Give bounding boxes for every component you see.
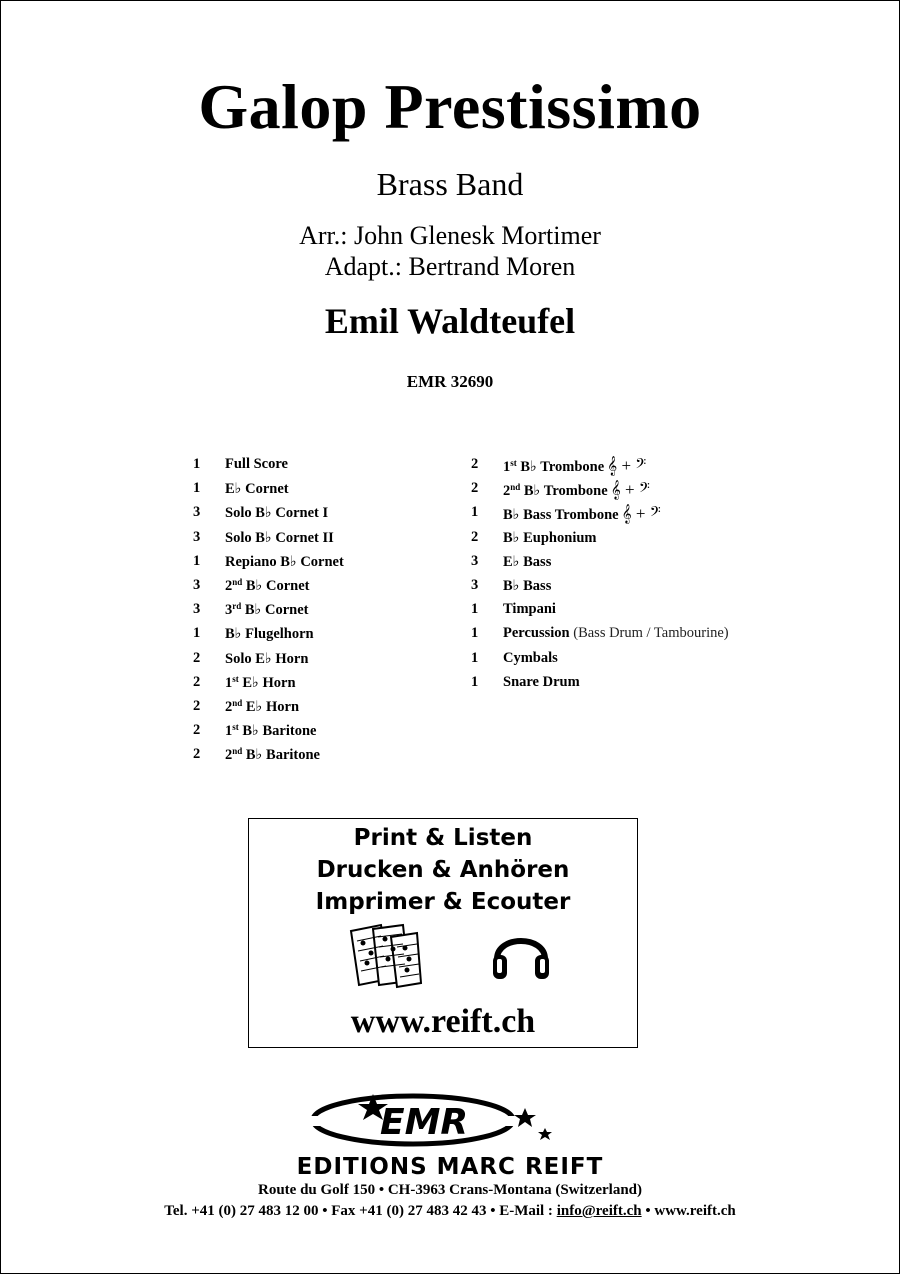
part-name	[225, 746, 320, 764]
part-name-text: Repiano B♭ Cornet	[225, 553, 344, 570]
part-name-text: 2	[225, 698, 233, 715]
ordinal-suffix: st	[510, 458, 517, 468]
part-quantity: 3	[193, 528, 201, 545]
part-quantity: 2	[471, 480, 479, 497]
part-name	[503, 529, 597, 547]
clef-icons: 𝄞 + 𝄢	[621, 504, 661, 524]
clef-icons: 𝄞 + 𝄢	[610, 480, 650, 500]
part-name	[503, 625, 729, 642]
publisher-contact	[0, 1203, 900, 1220]
part-name-rest: E♭ Horn	[242, 698, 300, 715]
part-name	[225, 504, 328, 522]
part-name-text: Full Score	[225, 456, 288, 472]
part-quantity: 2	[471, 456, 479, 472]
part-name	[503, 577, 551, 595]
promo-line-english: Print & Listen	[353, 825, 533, 851]
part-quantity: 1	[193, 625, 201, 642]
ordinal-suffix: nd	[232, 697, 243, 708]
part-quantity: 3	[471, 576, 479, 593]
part-name	[225, 698, 299, 716]
part-quantity: 2	[193, 649, 201, 666]
part-name-rest: B♭ Cornet	[241, 602, 309, 619]
part-quantity: 1	[193, 456, 201, 472]
publisher-address: Route du Golf 150 • CH-3963 Crans-Montana (Switzerland)	[258, 1182, 642, 1198]
part-name-text: B♭ Flugelhorn	[225, 626, 314, 643]
part-name	[225, 553, 344, 571]
part-name	[225, 480, 289, 498]
part-name-rest: B♭ Trombone	[516, 459, 605, 475]
part-name-rest: B♭ Cornet	[242, 577, 310, 594]
part-name-text: E♭ Bass	[503, 553, 552, 570]
part-name-text: 2	[503, 483, 511, 500]
part-name-rest: B♭ Baritone	[238, 723, 317, 740]
credits	[0, 220, 900, 282]
part-quantity: 1	[471, 649, 479, 666]
part-name	[503, 601, 556, 618]
part-name-text: 2	[225, 577, 233, 594]
ordinal-suffix: st	[232, 673, 239, 684]
part-name	[225, 601, 309, 619]
part-name	[503, 553, 551, 571]
part-name	[503, 456, 646, 476]
part-name-text: 2	[225, 747, 233, 764]
part-quantity: 1	[193, 552, 201, 569]
part-name-text: Solo B♭ Cornet II	[225, 529, 334, 546]
part-name	[503, 674, 580, 691]
part-name	[225, 625, 314, 643]
logo-text: EMR	[380, 1102, 469, 1143]
part-name	[225, 577, 310, 595]
part-name	[503, 650, 558, 667]
part-quantity: 1	[471, 673, 479, 690]
instrumentation-subtitle: Brass Band	[376, 166, 524, 202]
part-name-text: Percussion	[503, 625, 570, 642]
promo-text	[249, 822, 637, 918]
part-quantity: 2	[193, 746, 201, 763]
ordinal-suffix: st	[232, 722, 239, 733]
part-name-rest: E♭ Horn	[238, 674, 296, 691]
part-name-text: B♭ Euphonium	[503, 529, 597, 546]
part-name-rest: B♭ Baritone	[242, 747, 320, 764]
part-name-text: 3	[225, 602, 233, 619]
arranger-credit: Arr.: John Glenesk Mortimer	[299, 221, 601, 250]
sheet-music-icon	[347, 923, 423, 989]
part-name-text: Snare Drum	[503, 673, 580, 690]
emr-logo	[305, 1090, 555, 1152]
print-listen-box	[248, 818, 638, 1048]
ordinal-suffix: nd	[510, 482, 521, 493]
part-name	[225, 529, 334, 547]
promo-line-german: Drucken & Anhören	[316, 857, 570, 883]
part-quantity: 2	[193, 722, 201, 739]
part-quantity: 3	[471, 552, 479, 569]
catalog-number: EMR 32690	[406, 372, 494, 391]
ordinal-suffix: nd	[232, 576, 243, 587]
part-name	[225, 456, 288, 473]
part-quantity: 2	[193, 697, 201, 714]
part-note: (Bass Drum / Tambourine)	[569, 625, 729, 642]
part-quantity: 3	[193, 576, 201, 593]
part-name	[225, 674, 296, 692]
part-name-text: B♭ Bass	[503, 577, 552, 594]
part-quantity: 1	[471, 601, 479, 618]
part-name	[225, 722, 316, 740]
headphones-icon	[489, 923, 553, 987]
ordinal-suffix: nd	[232, 746, 243, 757]
part-quantity: 1	[471, 504, 479, 521]
part-name-text: 1	[225, 723, 233, 740]
part-name-text: 1	[225, 674, 233, 691]
part-quantity: 1	[471, 625, 479, 642]
part-name-text: Solo E♭ Horn	[225, 650, 309, 667]
part-name	[503, 480, 650, 500]
promo-line-french: Imprimer & Ecouter	[315, 889, 571, 915]
part-name-rest: B♭ Trombone	[520, 483, 608, 500]
clef-icons: 𝄞 + 𝄢	[607, 456, 647, 475]
part-quantity: 1	[193, 480, 201, 497]
part-name-text: Cymbals	[503, 649, 558, 666]
contact-phone-fax: Tel. +41 (0) 27 483 12 00 • Fax +41 (0) 27 483 42 43 • E-Mail :	[164, 1203, 557, 1219]
page-title: Galop Prestissimo	[198, 71, 702, 142]
part-quantity: 2	[471, 528, 479, 545]
contact-website: • www.reift.ch	[641, 1203, 736, 1219]
adapter-credit: Adapt.: Bertrand Moren	[324, 252, 576, 281]
publisher-name: EDITIONS MARC REIFT	[296, 1154, 604, 1180]
part-name-text: Timpani	[503, 601, 556, 618]
part-quantity: 3	[193, 504, 201, 521]
part-quantity: 3	[193, 601, 201, 618]
part-name-text: Solo B♭ Cornet I	[225, 505, 329, 522]
email-link[interactable]: info@reift.ch	[556, 1203, 642, 1219]
composer-name: Emil Waldteufel	[324, 301, 576, 341]
part-name-text: B♭ Bass Trombone	[503, 507, 619, 524]
part-name	[225, 650, 308, 668]
ordinal-suffix: rd	[232, 601, 242, 612]
promo-url[interactable]: www.reift.ch	[350, 1003, 536, 1040]
part-name-text: 1	[503, 459, 511, 475]
part-name-text: E♭ Cornet	[225, 481, 289, 498]
part-quantity: 2	[193, 673, 201, 690]
part-name	[503, 504, 661, 524]
